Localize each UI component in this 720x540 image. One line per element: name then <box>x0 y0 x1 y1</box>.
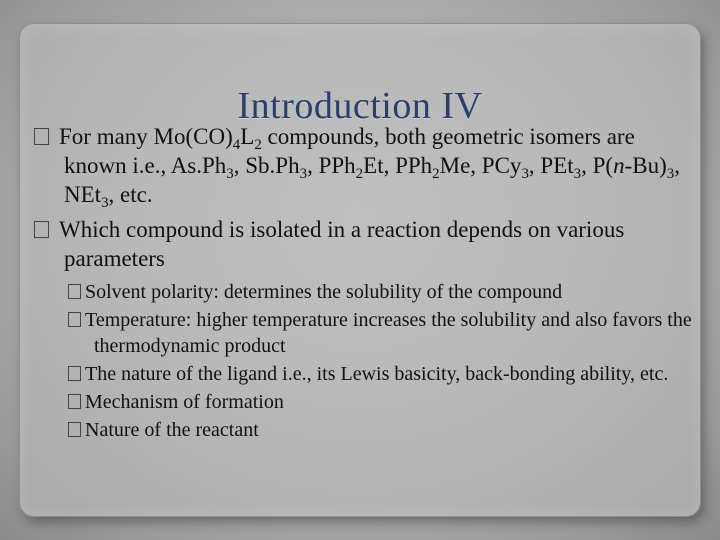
slide-body <box>34 122 694 445</box>
bullet-box-icon <box>68 366 81 381</box>
sub-bullet-text: Nature of the reactant <box>85 419 259 441</box>
bullet-box-icon <box>68 394 81 409</box>
bullet-box-icon <box>34 221 49 238</box>
bullet-box-icon <box>68 312 81 327</box>
sub-bullet-text: Temperature: higher temperature increases the solubility and also favors the thermodynamic product <box>85 309 692 357</box>
bullet-text: For many $Mo(CO)_4L_2$ compounds, both geometric isomers are known i.e., $As.Ph_3$, $Sb.Ph_3$, PPh$_2$Et, PPh$_2$Me, PCy$_3$, PEt$_3$, $P(n-Bu)_3$, NEt$_3$, etc. <box>59 124 680 212</box>
bullet-box-icon <box>68 422 81 437</box>
sub-bullet-item <box>34 389 694 415</box>
sub-bullet-item <box>34 307 694 359</box>
sub-bullet-item <box>34 279 694 305</box>
sub-bullet-item <box>34 361 694 387</box>
sub-bullet-text: Solvent polarity: determines the solubility of the compound <box>85 281 563 303</box>
bullet-box-icon <box>34 128 49 145</box>
bullet-text: Which compound is isolated in a reaction depends on various parameters <box>59 217 625 271</box>
sub-bullet-item <box>34 417 694 443</box>
sub-bullet-text: The nature of the ligand i.e., its Lewis basicity, back-bonding ability, etc. <box>85 363 669 385</box>
bullet-item <box>34 122 694 212</box>
bullet-item <box>34 215 694 273</box>
slide-title: Introduction IV <box>237 85 483 127</box>
sub-bullet-text: Mechanism of formation <box>85 391 284 413</box>
bullet-box-icon <box>68 284 81 299</box>
